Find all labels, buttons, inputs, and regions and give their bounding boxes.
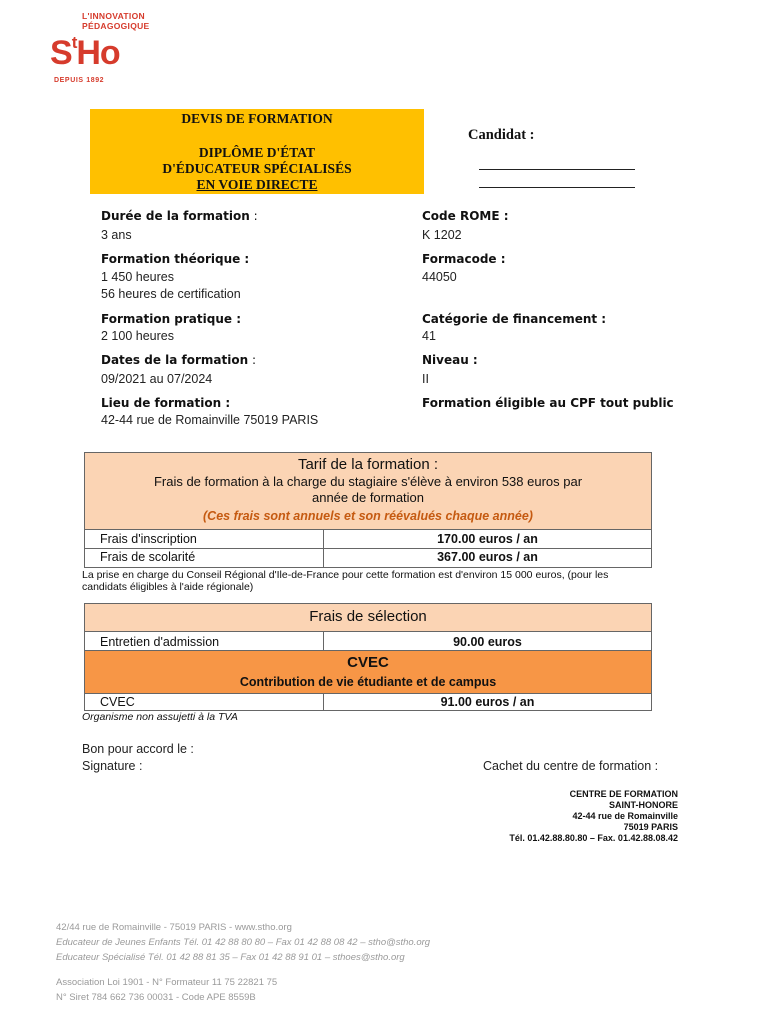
title-box [90, 109, 424, 194]
duration-label: Durée de la formation : [101, 209, 258, 223]
logo-since: DEPUIS 1892 [54, 77, 105, 84]
theory-hours: 1 450 heures [101, 270, 174, 284]
cvec-subheading: Contribution de vie étudiante et de campus [239, 675, 497, 689]
regional-funding-note: La prise en charge du Conseil Régional d'Ile-de-France pour cette formation est d'environ 15 000 euros, (pour les candidats éligibles à l'aide régionale) [82, 569, 609, 593]
cvec-amount: 91.00 euros / an [440, 695, 535, 709]
tuition-fee-amount: 367.00 euros / an [437, 550, 538, 564]
duration-value: 3 ans [101, 228, 132, 242]
level-value: II [422, 372, 429, 386]
stamp-label: Cachet du centre de formation : [483, 759, 659, 773]
candidat-line-2 [479, 187, 635, 188]
admission-interview-amount: 90.00 euros [453, 635, 522, 649]
signature-label: Signature : [82, 759, 143, 773]
footer-eje-contact: Educateur de Jeunes Enfants Tél. 01 42 88 80 80 – Fax 01 42 88 08 42 – stho@stho.org [56, 937, 431, 948]
tarif-table [84, 452, 652, 568]
candidat-line-1 [479, 169, 635, 170]
diploma-mode: EN VOIE DIRECTE [196, 177, 318, 192]
practice-hours: 2 100 heures [101, 329, 174, 343]
theory-label: Formation théorique : [101, 252, 250, 266]
practice-label: Formation pratique : [101, 312, 241, 326]
rome-label: Code ROME : [422, 209, 509, 223]
tarif-description-cont: année de formation [311, 490, 425, 505]
rome-value: K 1202 [422, 228, 462, 242]
cvec-heading: CVEC [347, 654, 389, 671]
tva-note: Organisme non assujetti à la TVA [82, 711, 238, 723]
tarif-heading: Tarif de la formation : [297, 456, 439, 473]
document-title: DEVIS DE FORMATION [181, 111, 333, 126]
logo: $S^tHo$ [50, 32, 120, 72]
diploma-title: DIPLÔME D'ÉTAT [198, 145, 316, 160]
candidat-label: Candidat : [468, 127, 535, 143]
footer-es-contact: Educateur Spécialisé Tél. 01 42 88 81 35 – Fax 01 42 88 91 01 – sthoes@stho.org [56, 952, 405, 963]
tarif-description: Frais de formation à la charge du stagiaire s'élève à environ 538 euros par [153, 474, 583, 489]
registration-fee-label: Frais d'inscription [100, 532, 197, 546]
logo-tagline: L'INNOVATION PÉDAGOGIQUE [82, 11, 150, 31]
tarif-note: (Ces frais sont annuels et son réévalués chaque année) [203, 509, 533, 523]
admission-interview-label: Entretien d'admission [100, 635, 220, 649]
financing-label: Catégorie de financement : [422, 312, 607, 326]
footer-siret: N° Siret 784 662 736 00031 - Code APE 8559B [56, 992, 256, 1003]
diploma-subtitle: D'ÉDUCATEUR SPÉCIALISÉS [162, 161, 352, 176]
financing-value: 41 [422, 329, 436, 343]
registration-fee-amount: 170.00 euros / an [437, 532, 538, 546]
agreement-label: Bon pour accord le : [82, 742, 194, 756]
footer-association: Association Loi 1901 - N° Formateur 11 75 22821 75 [56, 977, 278, 988]
location-value: 42-44 rue de Romainville 75019 PARIS [101, 413, 319, 427]
dates-value: 09/2021 au 07/2024 [101, 372, 213, 386]
selection-table [84, 603, 652, 711]
cpf-eligibility: Formation éligible au CPF tout public [422, 396, 674, 410]
dates-label: Dates de la formation : [101, 353, 257, 367]
footer-address: 42/44 rue de Romainville - 75019 PARIS - www.stho.org [56, 922, 292, 933]
cvec-label: CVEC [100, 695, 135, 709]
formacode-label: Formacode : [422, 252, 506, 266]
training-center-stamp: CENTRE DE FORMATION SAINT-HONORE 42-44 rue de Romainville 75019 PARIS Tél. 01.42.88.80.80 – Fax. 01.42.88.08.42 [509, 789, 678, 843]
certification-hours: 56 heures de certification [101, 287, 241, 301]
formacode-value: 44050 [422, 270, 457, 284]
tuition-fee-label: Frais de scolarité [100, 550, 196, 564]
level-label: Niveau : [422, 353, 478, 367]
location-label: Lieu de formation : [101, 396, 231, 410]
selection-heading: Frais de sélection [309, 608, 427, 625]
